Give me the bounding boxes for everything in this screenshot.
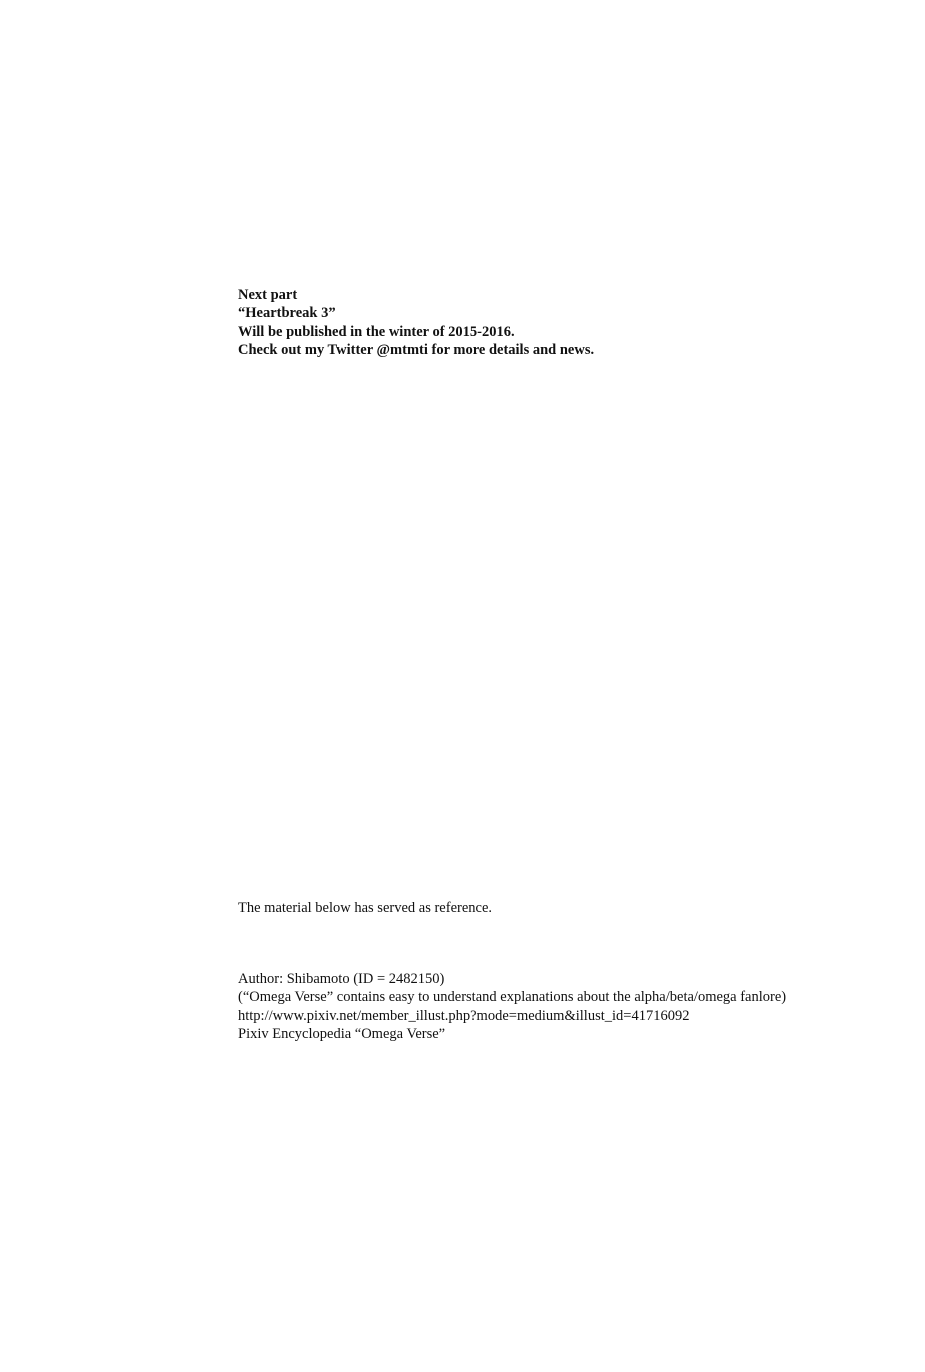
reference-url: http://www.pixiv.net/member_illust.php?mode=medium&illust_id=41716092 [238, 1007, 690, 1024]
reference-author: Author: Shibamoto (ID = 2482150) [238, 971, 445, 987]
next-part-notice [238, 286, 898, 359]
reference-encyclopedia: Pixiv Encyclopedia “Omega Verse” [238, 1025, 446, 1042]
next-title: “Heartbreak 3” [238, 305, 336, 322]
publication-date: Will be published in the winter of 2015-2016. [238, 323, 515, 340]
notice-heading: Next part [238, 287, 298, 303]
twitter-note: Check out my Twitter @mtmti for more details and news. [238, 341, 595, 358]
reference-intro: The material below has served as reference. [238, 900, 493, 916]
reference-list [238, 970, 898, 1043]
reference-description: (“Omega Verse” contains easy to understand explanations about the alpha/beta/omega fanlore) [238, 989, 787, 1006]
